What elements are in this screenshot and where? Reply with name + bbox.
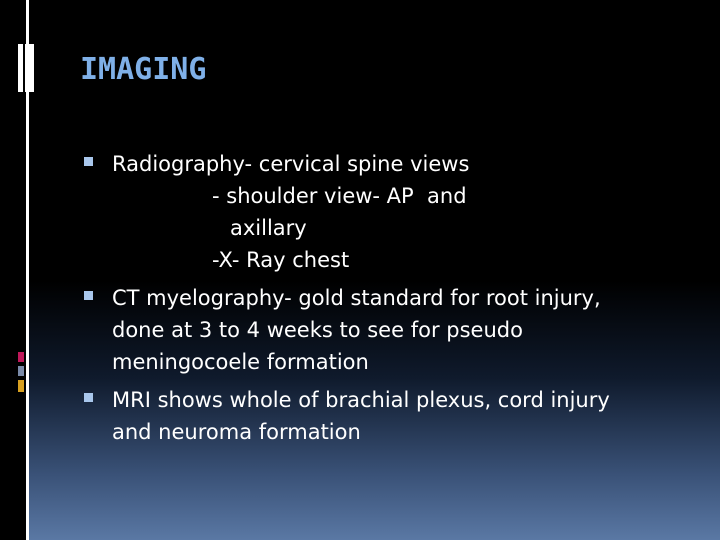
decorative-blocks-side [18,352,26,408]
bullet-item-mri [84,384,684,448]
bullet-line: and neuroma formation [112,420,361,444]
bullet-item-radiography [84,148,684,276]
decorative-bar [29,44,34,92]
bullet-line: done at 3 to 4 weeks to see for pseudo [112,318,523,342]
bullet-item-ct-myelography [84,282,684,378]
decorative-bars-top [18,44,36,92]
square-bullet-icon [84,157,93,166]
decorative-bar [18,44,23,92]
bullet-line: MRI shows whole of brachial plexus, cord injury [112,388,610,412]
bullet-line: axillary [230,216,307,240]
decorative-block [18,380,24,392]
decorative-block [18,366,24,376]
square-bullet-icon [84,393,93,402]
bullet-list [84,148,684,454]
bullet-line: - shoulder view- AP and [212,184,467,208]
slide-title: IMAGING [80,52,207,87]
bullet-line: Radiography- cervical spine views [112,152,470,176]
decorative-block [18,352,24,362]
bullet-line: -X- Ray chest [212,248,350,272]
bullet-line: CT myelography- gold standard for root injury, [112,286,601,310]
decorative-bar [25,44,27,92]
bullet-line: meningocoele formation [112,350,369,374]
square-bullet-icon [84,291,93,300]
